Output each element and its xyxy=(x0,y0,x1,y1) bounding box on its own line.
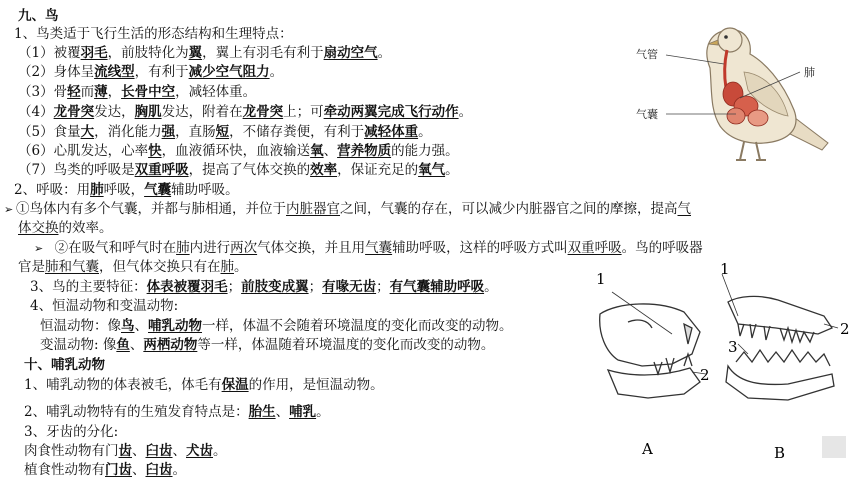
bird-trait-3: （3）骨轻而薄，长骨中空，减轻体重。 xyxy=(18,84,257,100)
bird-respiration-heading: 2、呼吸：用肺呼吸，气囊辅助呼吸。 xyxy=(14,182,239,198)
bird-body-illustration xyxy=(707,28,828,160)
bullet-arrow-icon: ➢ xyxy=(34,242,44,255)
bird-respiratory-figure xyxy=(632,18,836,168)
endotherm-definition: 恒温动物：像鸟、哺乳动物一样，体温不会随着环境温度的变化而改变的动物。 xyxy=(40,318,513,334)
herbivore-label-1: 1 xyxy=(720,262,730,278)
bird-trait-6: （6）心肌发达，心率快，血液循环快，血液输送氧、营养物质的能力强。 xyxy=(18,143,459,159)
carnivore-figure-letter: A xyxy=(642,440,653,458)
bird-trait-1: （1）被覆羽毛，前肢特化为翼，翼上有羽毛有利于扇动空气。 xyxy=(18,45,392,61)
carnivore-teeth-line: 肉食性动物有门齿、臼齿、犬齿。 xyxy=(24,443,227,459)
mammal-reproduction-line: 2、哺乳动物特有的生殖发育特点是：胎生、哺乳。 xyxy=(24,404,330,420)
herbivore-teeth-line: 植食性动物有门齿、臼齿。 xyxy=(24,462,186,478)
teeth-differentiation-heading: 3、牙齿的分化: xyxy=(24,424,119,440)
bird-main-features: 3、鸟的主要特征：体表被覆羽毛；前肢变成翼；有喙无齿；有气囊辅助呼吸。 xyxy=(30,279,498,295)
bullet-arrow-icon: ➢ xyxy=(4,203,14,216)
herbivore-label-3: 3 xyxy=(728,338,738,356)
bird-trait-7: （7）鸟类的呼吸是双重呼吸，提高了气体交换的效率，保证充足的氧气。 xyxy=(18,162,459,178)
herbivore-pointer-1 xyxy=(722,274,738,316)
double-respiration-line-2: 官是肺和气囊，但气体交换只有在肺。 xyxy=(18,259,248,275)
carnivore-label-1: 1 xyxy=(596,270,606,288)
bird-trait-4: （4）龙骨突发达，胸肌发达，附着在龙骨突上；可牵动两翼完成飞行动作。 xyxy=(18,104,473,120)
thermoregulation-heading: 4、恒温动物和变温动物: xyxy=(30,298,179,314)
airsac-label: 气囊 xyxy=(636,108,658,121)
bird-adaptation-heading: 1、鸟类适于飞行生活的形态结构和生理特点： xyxy=(14,26,293,42)
herbivore-figure-letter: B xyxy=(774,444,786,462)
ectotherm-definition: 变温动物: 像鱼、两栖动物等一样，体温随着环境温度的变化而改变的动物。 xyxy=(40,337,495,353)
carnivore-pointer-1 xyxy=(612,292,672,334)
air-sac-paragraph-line-2: 体交换的效率。 xyxy=(18,220,113,236)
section-9-title: 九、鸟 xyxy=(18,8,59,24)
section-10-title: 十、哺乳动物 xyxy=(24,357,105,373)
bird-trait-2: （2）身体呈流线型，有利于减少空气阻力。 xyxy=(18,64,284,80)
corner-gray-box xyxy=(822,436,846,458)
mammal-fur-line: 1、哺乳动物的体表被毛，体毛有保温的作用，是恒温动物。 xyxy=(24,377,384,393)
bird-trait-5: （5）食量大，消化能力强，直肠短，不储存粪便，有利于减轻体重。 xyxy=(18,124,432,140)
air-sac-paragraph-line-1: ➢ ①鸟体内有多个气囊，并都与肺相通，并位于内脏器官之间，气囊的存在，可以减少内脏器官之间的摩擦，提高气 xyxy=(4,201,691,217)
carnivore-label-2: 2 xyxy=(700,366,710,384)
double-respiration-line-1: ➢ ②在吸气和呼气时在肺内进行两次气体交换，并且用气囊辅助呼吸，这样的呼吸方式叫双重呼吸。鸟的呼吸器 xyxy=(34,240,703,256)
trachea-label: 气管 xyxy=(636,48,658,61)
lung-label: 肺 xyxy=(804,66,815,79)
herbivore-label-2: 2 xyxy=(840,320,850,338)
teeth-comparison-figure xyxy=(588,262,850,464)
